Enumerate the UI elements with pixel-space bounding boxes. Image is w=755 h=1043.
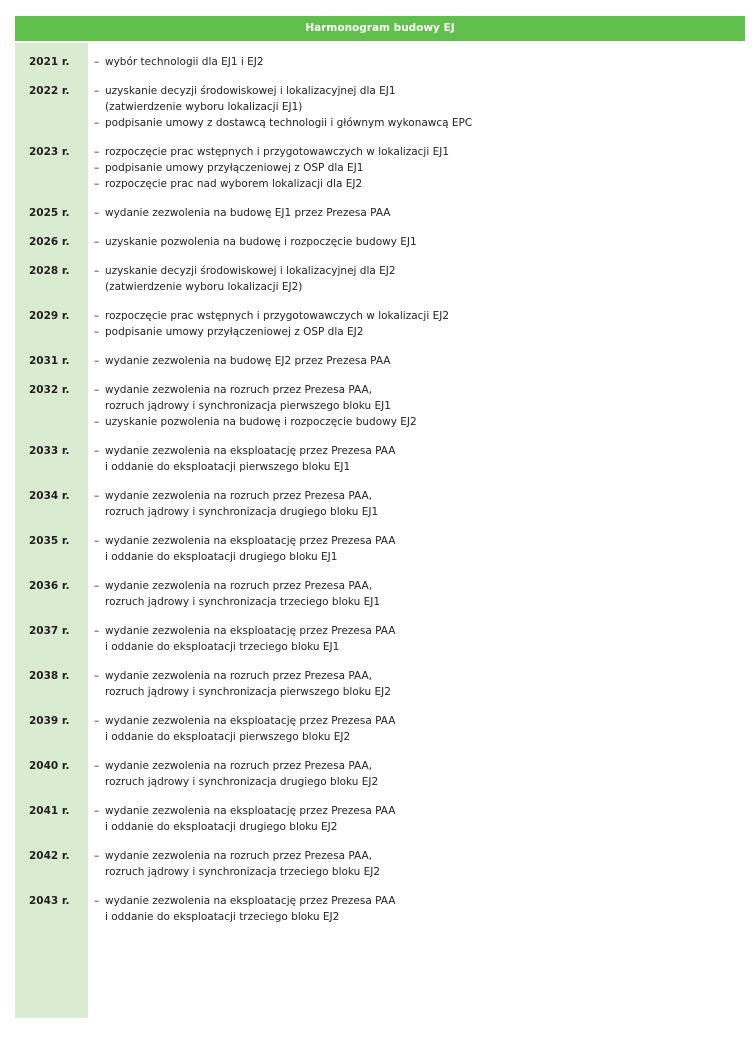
schedule-row bbox=[15, 83, 745, 131]
year-label: 2028 r. bbox=[29, 265, 70, 277]
milestone-item bbox=[94, 382, 745, 414]
milestone-text: rozruch jądrowy i synchronizacja drugiego bloku EJ2 bbox=[105, 776, 379, 788]
milestone-list bbox=[88, 668, 745, 700]
milestone-text: i oddanie do eksploatacji pierwszego bloku EJ1 bbox=[105, 461, 351, 473]
milestone-item bbox=[94, 144, 745, 160]
milestone-text: wybór technologii dla EJ1 i EJ2 bbox=[105, 56, 264, 68]
milestone-text: wydanie zezwolenia na rozruch przez Prezesa PAA, bbox=[105, 384, 373, 396]
milestone-text: uzyskanie pozwolenia na budowę i rozpoczęcie budowy EJ1 bbox=[105, 236, 417, 248]
year-label: 2038 r. bbox=[29, 670, 70, 682]
dash-bullet: – bbox=[94, 715, 100, 727]
year-label: 2032 r. bbox=[29, 384, 70, 396]
schedule-row bbox=[15, 713, 745, 745]
dash-bullet: – bbox=[94, 56, 100, 68]
milestone-item bbox=[94, 803, 745, 835]
year-label: 2036 r. bbox=[29, 580, 70, 592]
dash-bullet: – bbox=[94, 310, 100, 322]
milestone-text: rozpoczęcie prac nad wyborem lokalizacji dla EJ2 bbox=[105, 178, 363, 190]
milestone-text: wydanie zezwolenia na rozruch przez Prezesa PAA, bbox=[105, 670, 373, 682]
milestone-text: wydanie zezwolenia na eksploatację przez Prezesa PAA bbox=[105, 445, 396, 457]
milestone-text: (zatwierdzenie wyboru lokalizacji EJ2) bbox=[105, 281, 303, 293]
milestone-list bbox=[88, 353, 745, 369]
schedule-row bbox=[15, 668, 745, 700]
dash-bullet: – bbox=[94, 384, 100, 396]
milestone-list bbox=[88, 54, 745, 70]
milestone-item bbox=[94, 443, 745, 475]
milestone-text: wydanie zezwolenia na rozruch przez Prezesa PAA, bbox=[105, 580, 373, 592]
milestone-item bbox=[94, 263, 745, 295]
milestone-text: rozpoczęcie prac wstępnych i przygotowawczych w lokalizacji EJ2 bbox=[105, 310, 450, 322]
milestone-text: uzyskanie decyzji środowiskowej i lokalizacyjnej dla EJ1 bbox=[105, 85, 396, 97]
milestone-list bbox=[88, 623, 745, 655]
milestone-list bbox=[88, 578, 745, 610]
milestone-text: rozruch jądrowy i synchronizacja drugiego bloku EJ1 bbox=[105, 506, 379, 518]
dash-bullet: – bbox=[94, 355, 100, 367]
year-label: 2043 r. bbox=[29, 895, 70, 907]
milestone-item bbox=[94, 668, 745, 700]
dash-bullet: – bbox=[94, 490, 100, 502]
year-label: 2021 r. bbox=[29, 56, 70, 68]
schedule-row bbox=[15, 578, 745, 610]
year-label: 2034 r. bbox=[29, 490, 70, 502]
dash-bullet: – bbox=[94, 207, 100, 219]
milestone-item bbox=[94, 893, 745, 925]
milestone-list bbox=[88, 144, 745, 192]
dash-bullet: – bbox=[94, 326, 100, 338]
milestone-list bbox=[88, 83, 745, 131]
milestone-item bbox=[94, 234, 745, 250]
dash-bullet: – bbox=[94, 445, 100, 457]
dash-bullet: – bbox=[94, 85, 100, 97]
dash-bullet: – bbox=[94, 236, 100, 248]
milestone-text: podpisanie umowy z dostawcą technologii i głównym wykonawcą EPC bbox=[105, 117, 473, 129]
dash-bullet: – bbox=[94, 805, 100, 817]
milestone-text: wydanie zezwolenia na budowę EJ1 przez Prezesa PAA bbox=[105, 207, 391, 219]
milestone-list bbox=[88, 488, 745, 520]
schedule-row bbox=[15, 443, 745, 475]
year-label: 2040 r. bbox=[29, 760, 70, 772]
milestone-text: wydanie zezwolenia na eksploatację przez Prezesa PAA bbox=[105, 535, 396, 547]
milestone-item bbox=[94, 115, 745, 131]
dash-bullet: – bbox=[94, 625, 100, 637]
milestone-item bbox=[94, 848, 745, 880]
construction-schedule-table bbox=[15, 16, 745, 1018]
milestone-text: wydanie zezwolenia na rozruch przez Prezesa PAA, bbox=[105, 760, 373, 772]
dash-bullet: – bbox=[94, 760, 100, 772]
milestone-item bbox=[94, 488, 745, 520]
year-label: 2039 r. bbox=[29, 715, 70, 727]
year-label: 2025 r. bbox=[29, 207, 70, 219]
milestone-text: podpisanie umowy przyłączeniowej z OSP dla EJ2 bbox=[105, 326, 364, 338]
milestone-text: rozruch jądrowy i synchronizacja pierwszego bloku EJ2 bbox=[105, 686, 391, 698]
schedule-row bbox=[15, 533, 745, 565]
milestone-list bbox=[88, 205, 745, 221]
dash-bullet: – bbox=[94, 580, 100, 592]
year-label: 2033 r. bbox=[29, 445, 70, 457]
milestone-item bbox=[94, 308, 745, 324]
schedule-row bbox=[15, 623, 745, 655]
milestone-text: i oddanie do eksploatacji drugiego bloku EJ2 bbox=[105, 821, 338, 833]
milestone-list bbox=[88, 382, 745, 430]
milestone-item bbox=[94, 713, 745, 745]
milestone-text: rozruch jądrowy i synchronizacja trzeciego bloku EJ2 bbox=[105, 866, 381, 878]
milestone-text: i oddanie do eksploatacji pierwszego bloku EJ2 bbox=[105, 731, 351, 743]
schedule-row bbox=[15, 758, 745, 790]
year-label: 2023 r. bbox=[29, 146, 70, 158]
schedule-row bbox=[15, 488, 745, 520]
dash-bullet: – bbox=[94, 535, 100, 547]
schedule-row bbox=[15, 382, 745, 430]
schedule-row bbox=[15, 308, 745, 340]
milestone-text: podpisanie umowy przyłączeniowej z OSP dla EJ1 bbox=[105, 162, 364, 174]
milestone-item bbox=[94, 205, 745, 221]
milestone-list bbox=[88, 848, 745, 880]
milestone-text: wydanie zezwolenia na eksploatację przez Prezesa PAA bbox=[105, 715, 396, 727]
schedule-rows bbox=[15, 54, 745, 925]
schedule-row bbox=[15, 803, 745, 835]
milestone-text: uzyskanie decyzji środowiskowej i lokalizacyjnej dla EJ2 bbox=[105, 265, 396, 277]
year-label: 2037 r. bbox=[29, 625, 70, 637]
dash-bullet: – bbox=[94, 178, 100, 190]
milestone-list bbox=[88, 234, 745, 250]
dash-bullet: – bbox=[94, 117, 100, 129]
milestone-list bbox=[88, 713, 745, 745]
milestone-text: wydanie zezwolenia na budowę EJ2 przez Prezesa PAA bbox=[105, 355, 391, 367]
milestone-item bbox=[94, 533, 745, 565]
milestone-text: (zatwierdzenie wyboru lokalizacji EJ1) bbox=[105, 101, 303, 113]
year-label: 2042 r. bbox=[29, 850, 70, 862]
milestone-list bbox=[88, 893, 745, 925]
milestone-list bbox=[88, 533, 745, 565]
milestone-text: wydanie zezwolenia na rozruch przez Prezesa PAA, bbox=[105, 490, 373, 502]
milestone-text: i oddanie do eksploatacji drugiego bloku EJ1 bbox=[105, 551, 338, 563]
milestone-text: rozruch jądrowy i synchronizacja trzeciego bloku EJ1 bbox=[105, 596, 381, 608]
milestone-item bbox=[94, 54, 745, 70]
dash-bullet: – bbox=[94, 895, 100, 907]
milestone-item bbox=[94, 176, 745, 192]
milestone-item bbox=[94, 324, 745, 340]
milestone-item bbox=[94, 578, 745, 610]
milestone-text: rozpoczęcie prac wstępnych i przygotowawczych w lokalizacji EJ1 bbox=[105, 146, 450, 158]
year-label: 2035 r. bbox=[29, 535, 70, 547]
milestone-list bbox=[88, 758, 745, 790]
milestone-text: wydanie zezwolenia na eksploatację przez Prezesa PAA bbox=[105, 895, 396, 907]
milestone-text: wydanie zezwolenia na eksploatację przez Prezesa PAA bbox=[105, 625, 396, 637]
year-label: 2026 r. bbox=[29, 236, 70, 248]
milestone-text: i oddanie do eksploatacji trzeciego bloku EJ1 bbox=[105, 641, 340, 653]
year-label: 2029 r. bbox=[29, 310, 70, 322]
schedule-row bbox=[15, 205, 745, 221]
schedule-row bbox=[15, 234, 745, 250]
schedule-row bbox=[15, 144, 745, 192]
dash-bullet: – bbox=[94, 416, 100, 428]
dash-bullet: – bbox=[94, 146, 100, 158]
milestone-list bbox=[88, 263, 745, 295]
milestone-list bbox=[88, 308, 745, 340]
year-label: 2041 r. bbox=[29, 805, 70, 817]
schedule-row bbox=[15, 353, 745, 369]
schedule-row bbox=[15, 54, 745, 70]
milestone-item bbox=[94, 758, 745, 790]
milestone-item bbox=[94, 83, 745, 115]
dash-bullet: – bbox=[94, 850, 100, 862]
milestone-item bbox=[94, 160, 745, 176]
schedule-row bbox=[15, 893, 745, 925]
schedule-row bbox=[15, 263, 745, 295]
dash-bullet: – bbox=[94, 162, 100, 174]
year-label: 2022 r. bbox=[29, 85, 70, 97]
milestone-item bbox=[94, 353, 745, 369]
milestone-text: i oddanie do eksploatacji trzeciego bloku EJ2 bbox=[105, 911, 340, 923]
dash-bullet: – bbox=[94, 670, 100, 682]
year-label: 2031 r. bbox=[29, 355, 70, 367]
table-title: Harmonogram budowy EJ bbox=[15, 16, 745, 41]
milestone-list bbox=[88, 803, 745, 835]
milestone-item bbox=[94, 623, 745, 655]
milestone-text: wydanie zezwolenia na eksploatację przez Prezesa PAA bbox=[105, 805, 396, 817]
milestone-text: uzyskanie pozwolenia na budowę i rozpoczęcie budowy EJ2 bbox=[105, 416, 417, 428]
milestone-text: wydanie zezwolenia na rozruch przez Prezesa PAA, bbox=[105, 850, 373, 862]
milestone-item bbox=[94, 414, 745, 430]
milestone-text: rozruch jądrowy i synchronizacja pierwszego bloku EJ1 bbox=[105, 400, 391, 412]
schedule-row bbox=[15, 848, 745, 880]
dash-bullet: – bbox=[94, 265, 100, 277]
milestone-list bbox=[88, 443, 745, 475]
